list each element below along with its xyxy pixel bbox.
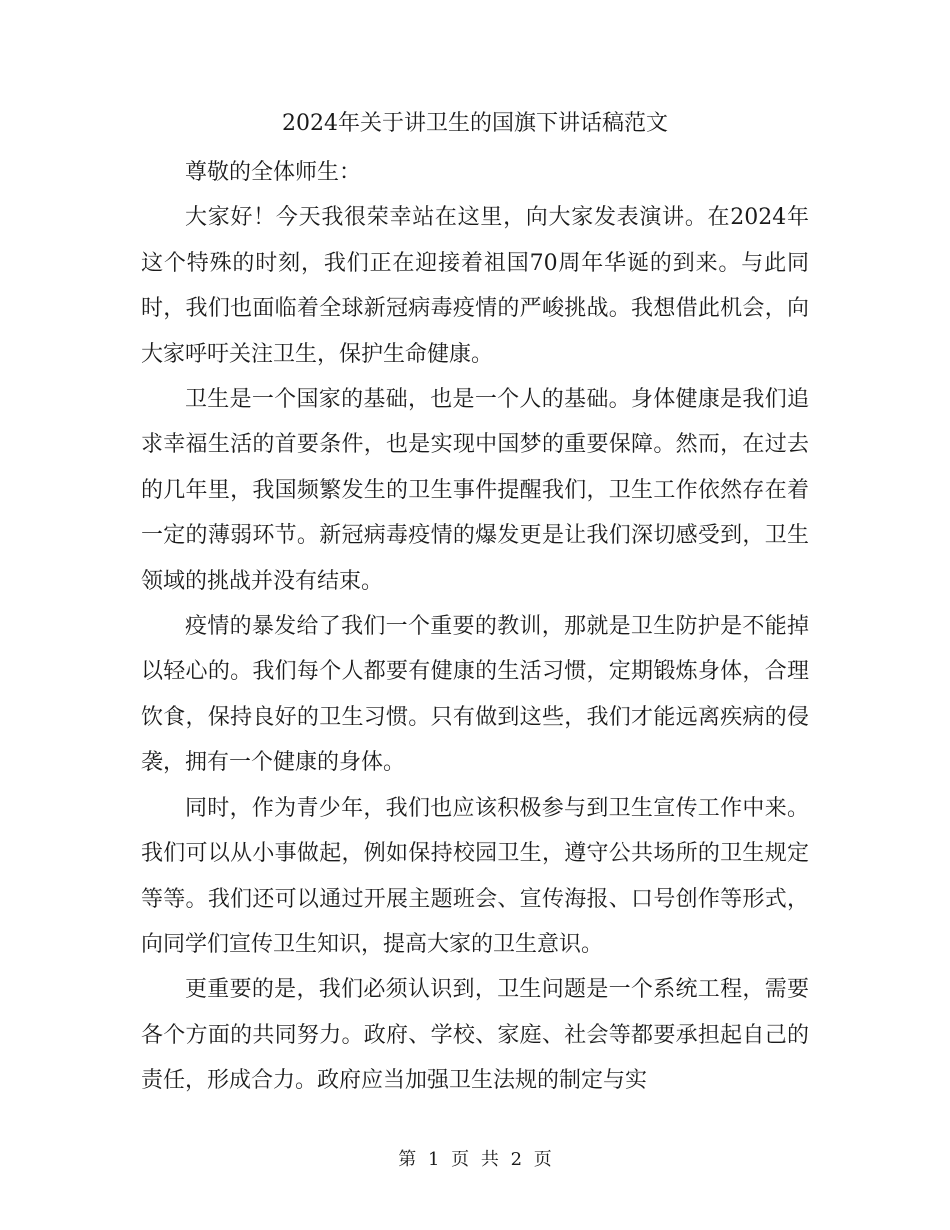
document-body bbox=[141, 150, 809, 1104]
paragraph-5: 更重要的是，我们必须认识到，卫生问题是一个系统工程，需要各个方面的共同努力。政府、学校、家庭、社会等都要承担起自己的责任，形成合力。政府应当加强卫生法规的制定与实 bbox=[141, 977, 809, 1094]
salutation: 尊敬的全体师生： bbox=[185, 160, 362, 185]
document-title: 2024年关于讲卫生的国旗下讲话稿范文 bbox=[282, 111, 668, 136]
paragraph-2: 卫生是一个国家的基础，也是一个人的基础。身体健康是我们追求幸福生活的首要条件，也是实现中国梦的重要保障。然而，在过去的几年里，我国频繁发生的卫生事件提醒我们，卫生工作依然存在着一定的薄弱环节。新冠病毒疫情的爆发更是让我们深切感受到，卫生领域的挑战并没有结束。 bbox=[141, 387, 809, 594]
paragraph-1: 大家好！今天我很荣幸站在这里，向大家发表演讲。在2024年这个特殊的时刻，我们正在迎接着祖国70周年华诞的到来。与此同时，我们也面临着全球新冠病毒疫情的严峻挑战。我想借此机会，向大家呼吁关注卫生，保护生命健康。 bbox=[141, 205, 809, 367]
paragraph-4: 同时，作为青少年，我们也应该积极参与到卫生宣传工作中来。我们可以从小事做起，例如保持校园卫生，遵守公共场所的卫生规定等等。我们还可以通过开展主题班会、宣传海报、口号创作等形式，向同学们宣传卫生知识，提高大家的卫生意识。 bbox=[141, 795, 809, 957]
paragraph-3: 疫情的暴发给了我们一个重要的教训，那就是卫生防护是不能掉以轻心的。我们每个人都要有健康的生活习惯，定期锻炼身体，合理饮食，保持良好的卫生习惯。只有做到这些，我们才能远离疾病的侵袭，拥有一个健康的身体。 bbox=[141, 614, 809, 776]
page-number-footer: 第 1 页 共 2 页 bbox=[398, 1149, 552, 1170]
